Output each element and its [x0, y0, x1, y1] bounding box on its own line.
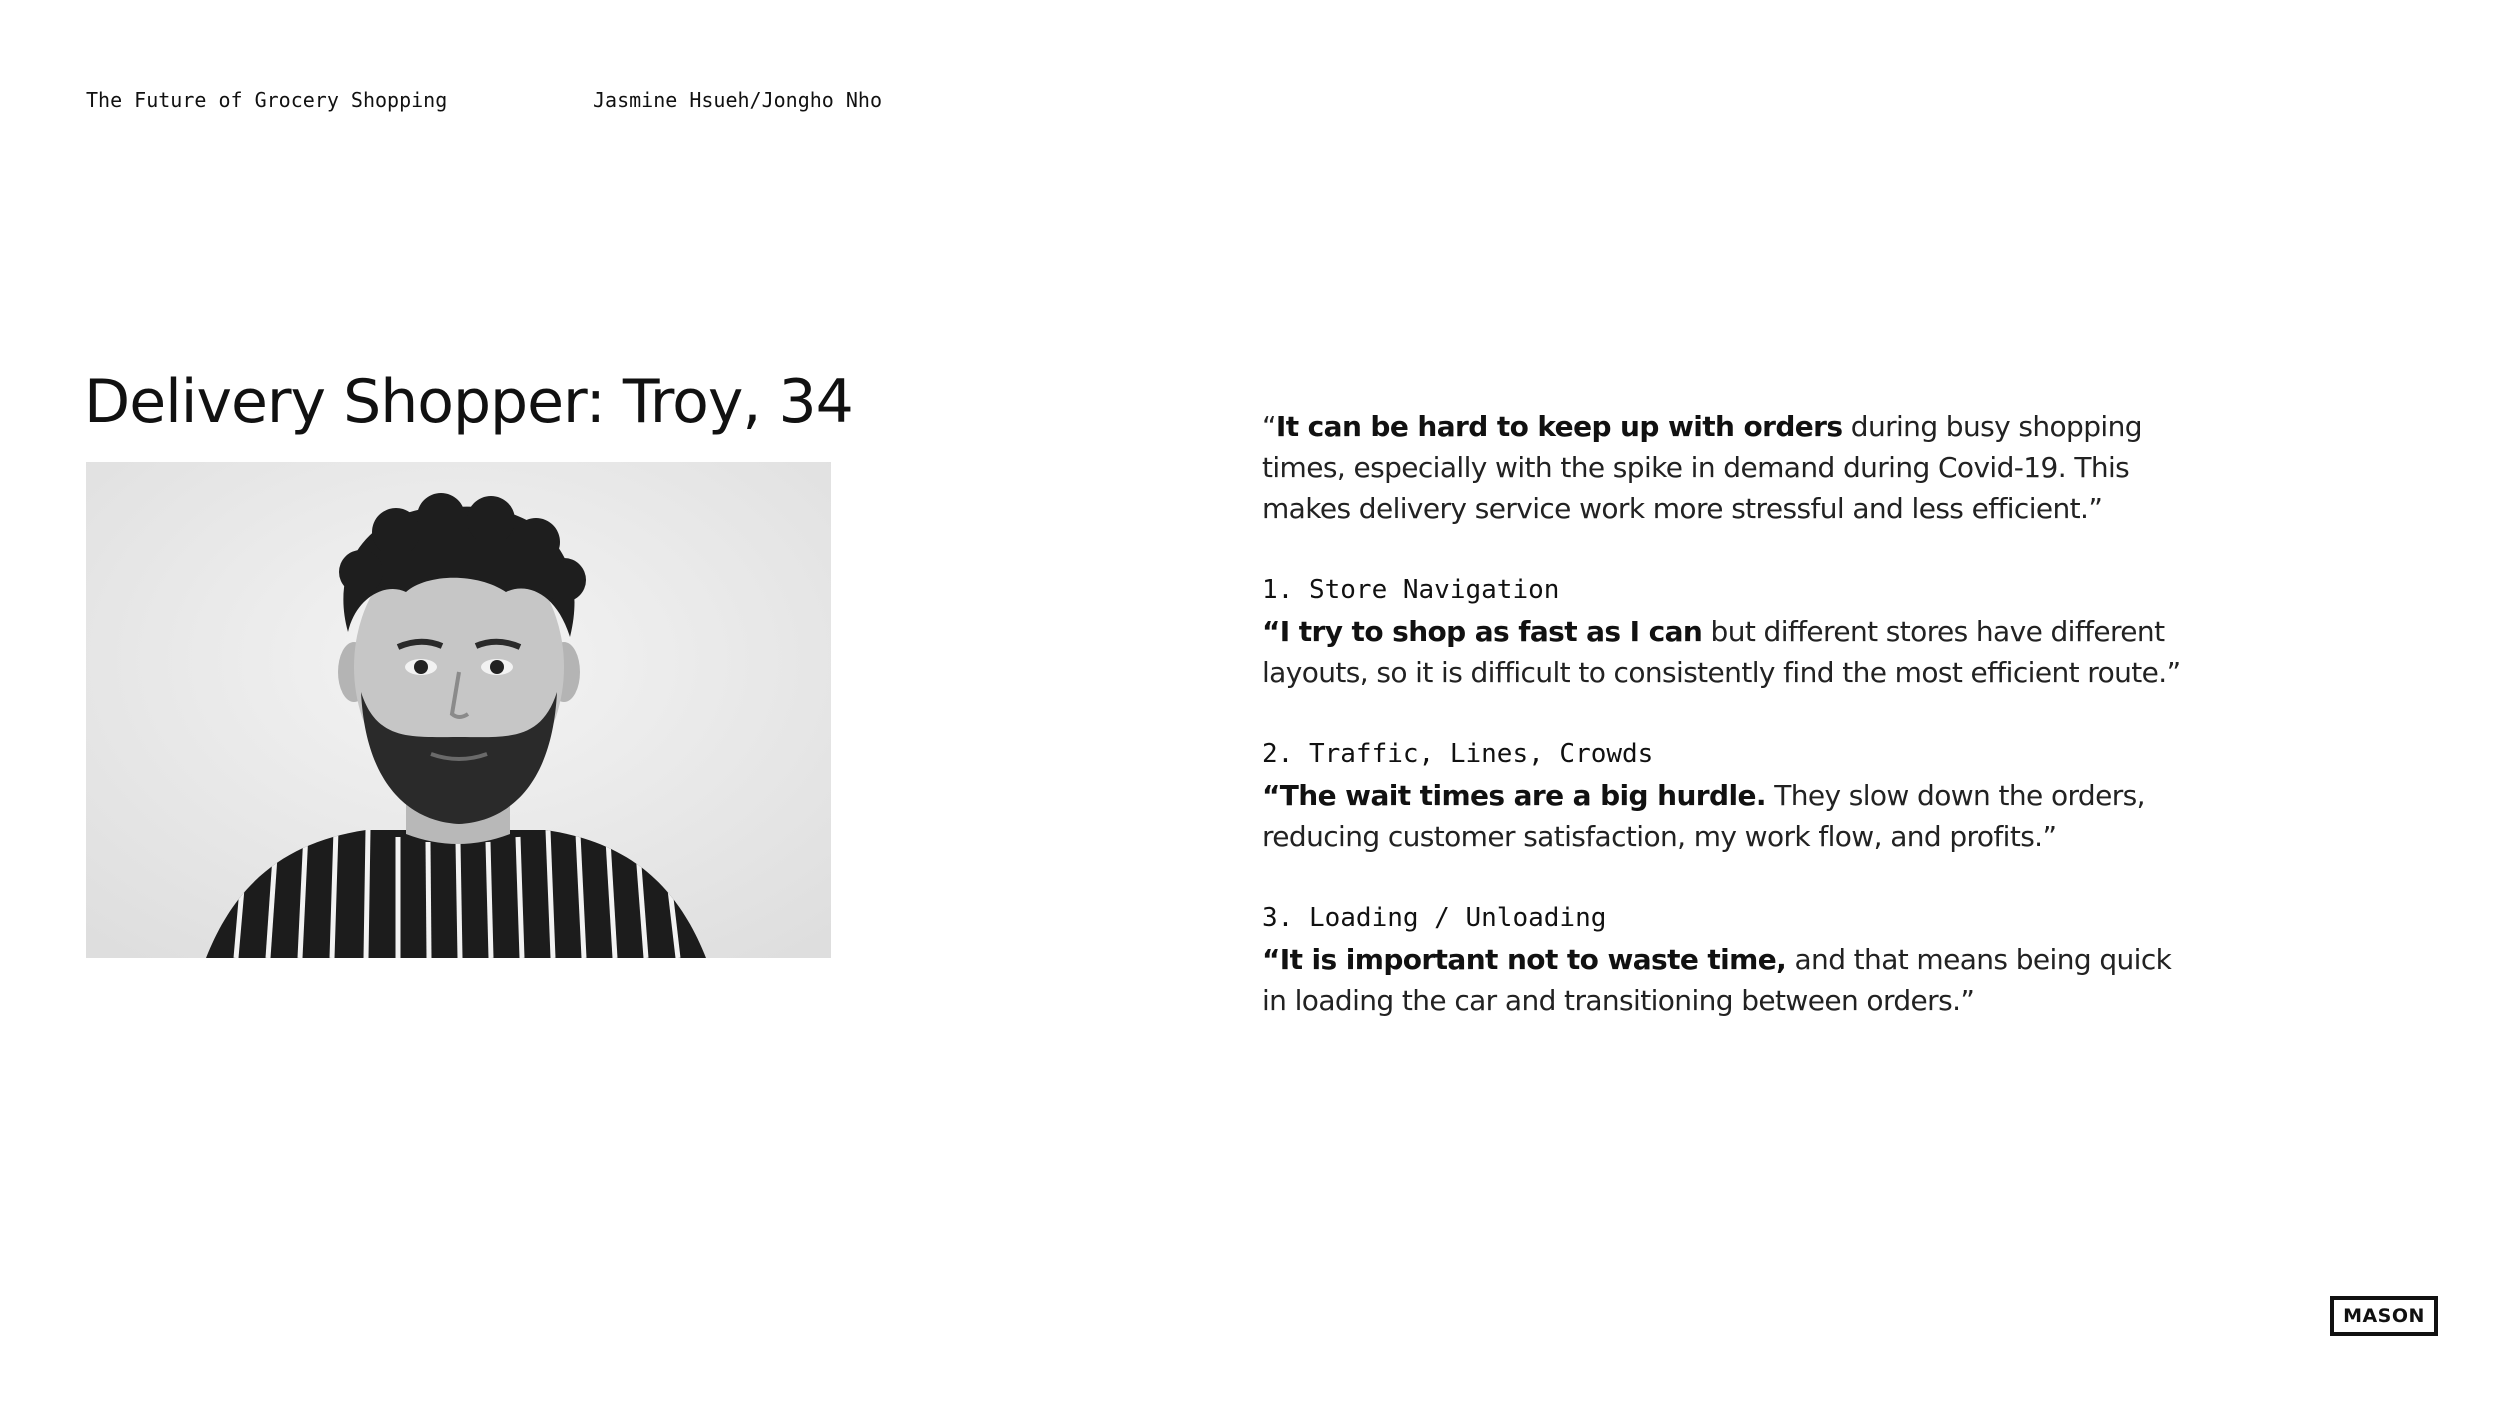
section-label: 1. Store Navigation [1262, 575, 1560, 605]
section-quote [1262, 611, 2192, 693]
intro-quote-text: during busy shopping times, especially with the spike in demand during Covid-19. This makes delivery service work more stressful and less efficient.” [1262, 410, 2142, 525]
section-label: 3. Loading / Unloading [1262, 903, 1607, 933]
brand-logo: MASON [2330, 1296, 2438, 1336]
section-quote-emphasis: “The wait times are a big hurdle. [1262, 779, 1766, 812]
section-quote [1262, 775, 2192, 857]
section-quote [1262, 939, 2192, 1021]
section-quote-emphasis: “I try to shop as fast as I can [1262, 615, 1703, 648]
section-quote-text: They slow down the orders, reducing customer satisfaction, my work flow, and profits.” [1262, 779, 2145, 853]
deck-title: The Future of Grocery Shopping [86, 88, 448, 112]
section-label: 2. Traffic, Lines, Crowds [1262, 739, 1654, 769]
section-store-navigation [1262, 570, 2192, 693]
section-quote-emphasis: “It is important not to waste time, [1262, 943, 1787, 976]
intro-quote [1262, 406, 2192, 529]
quotes-column [1262, 406, 2192, 1021]
intro-quote-emphasis: It can be hard to keep up with orders [1275, 410, 1843, 443]
section-quote-text: and that means being quick in loading the car and transitioning between orders.” [1262, 943, 2172, 1017]
intro-quote-open: “ [1262, 410, 1276, 443]
slide-title: Delivery Shopper: Troy, 34 [84, 367, 853, 437]
section-traffic-lines-crowds [1262, 734, 2192, 857]
authors: Jasmine Hsueh/Jongho Nho [593, 88, 882, 112]
section-quote-text: but different stores have different layouts, so it is difficult to consistently find the most efficient route.” [1262, 615, 2181, 689]
persona-photo [86, 462, 831, 958]
section-loading-unloading [1262, 898, 2192, 1021]
